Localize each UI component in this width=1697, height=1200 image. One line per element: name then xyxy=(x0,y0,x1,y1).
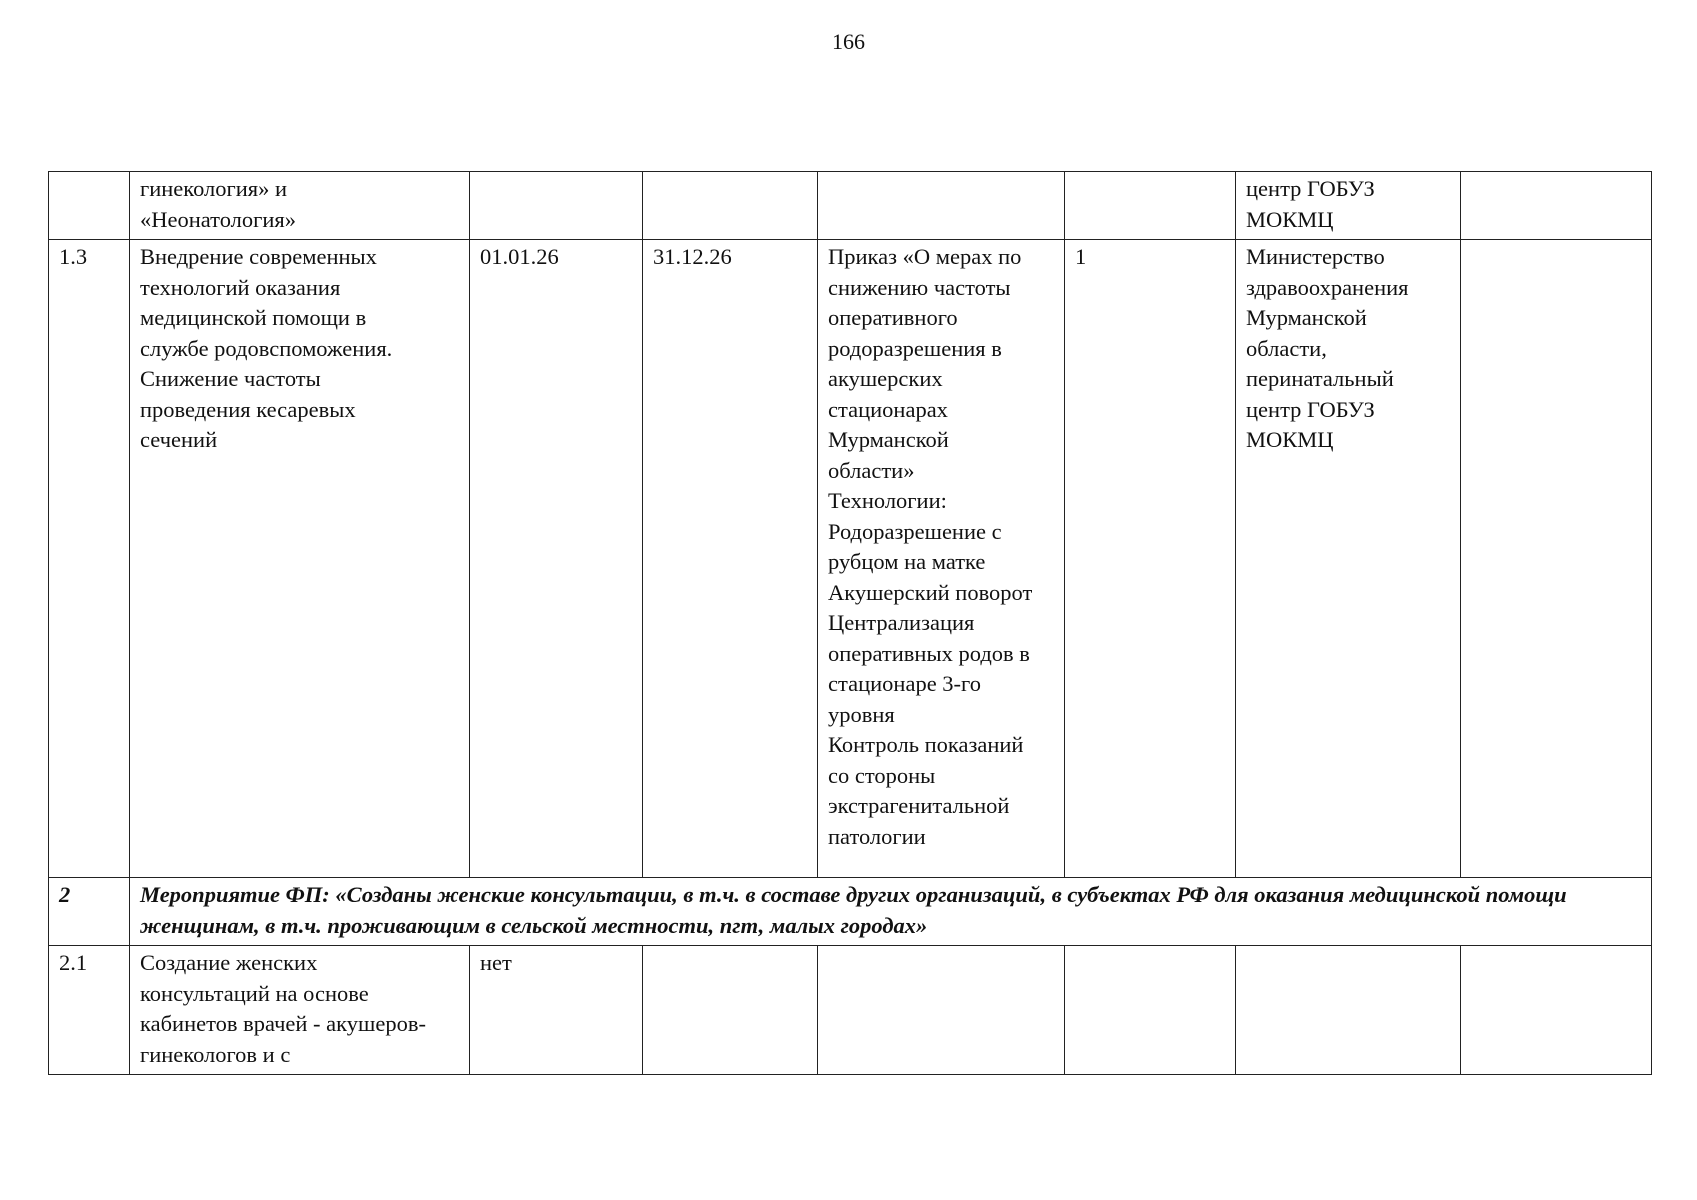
page-number: 166 xyxy=(832,29,865,54)
cell-indicator: 1 xyxy=(1065,240,1236,878)
cell-executor: Министерство здравоохранения Мурманской области, перинатальный центр ГОБУЗ МОКМЦ xyxy=(1236,240,1461,878)
cell-start-date: 01.01.26 xyxy=(470,240,643,878)
cell-num: 1.3 xyxy=(49,240,130,878)
cell-end-date: 31.12.26 xyxy=(643,240,818,878)
cell-note xyxy=(1461,240,1652,878)
cell-indicator xyxy=(1065,172,1236,240)
measures-table xyxy=(48,171,1652,1075)
cell-name: гинекология» и «Неонатология» xyxy=(130,172,470,240)
cell-start-date: нет xyxy=(470,946,643,1075)
table-row-continuation xyxy=(49,172,1652,240)
cell-name: Создание женских консультаций на основе кабинетов врачей - акушеров- гинекологов и с xyxy=(130,946,470,1075)
cell-executor: центр ГОБУЗ МОКМЦ xyxy=(1236,172,1461,240)
cell-note xyxy=(1461,172,1652,240)
cell-executor xyxy=(1236,946,1461,1075)
cell-num: 2 xyxy=(49,878,130,946)
table-row-1-3 xyxy=(49,240,1652,878)
cell-note xyxy=(1461,946,1652,1075)
cell-end-date xyxy=(643,172,818,240)
cell-num xyxy=(49,172,130,240)
cell-result xyxy=(818,946,1065,1075)
table-row-2-1 xyxy=(49,946,1652,1075)
cell-end-date xyxy=(643,946,818,1075)
table-row-section-2 xyxy=(49,878,1652,946)
section-title: Мероприятие ФП: «Созданы женские консультации, в т.ч. в составе других организаций, в субъектах РФ для оказания медицинской помощи женщинам, в т.ч. проживающим в сельской местности, пгт, малых городах» xyxy=(130,878,1652,946)
cell-name: Внедрение современных технологий оказания медицинской помощи в службе родовспоможения. Снижение частоты проведения кесаревых сечений xyxy=(130,240,470,878)
cell-indicator xyxy=(1065,946,1236,1075)
cell-start-date xyxy=(470,172,643,240)
cell-result xyxy=(818,172,1065,240)
cell-result: Приказ «О мерах по снижению частоты оперативного родоразрешения в акушерских стационарах Мурманской области» Технологии: Родоразрешение с рубцом на матке Акушерский поворот Централизация оперативных родов в стационаре 3-го уровня Контроль показаний со стороны экстрагенитальной патологии xyxy=(818,240,1065,878)
cell-num: 2.1 xyxy=(49,946,130,1075)
